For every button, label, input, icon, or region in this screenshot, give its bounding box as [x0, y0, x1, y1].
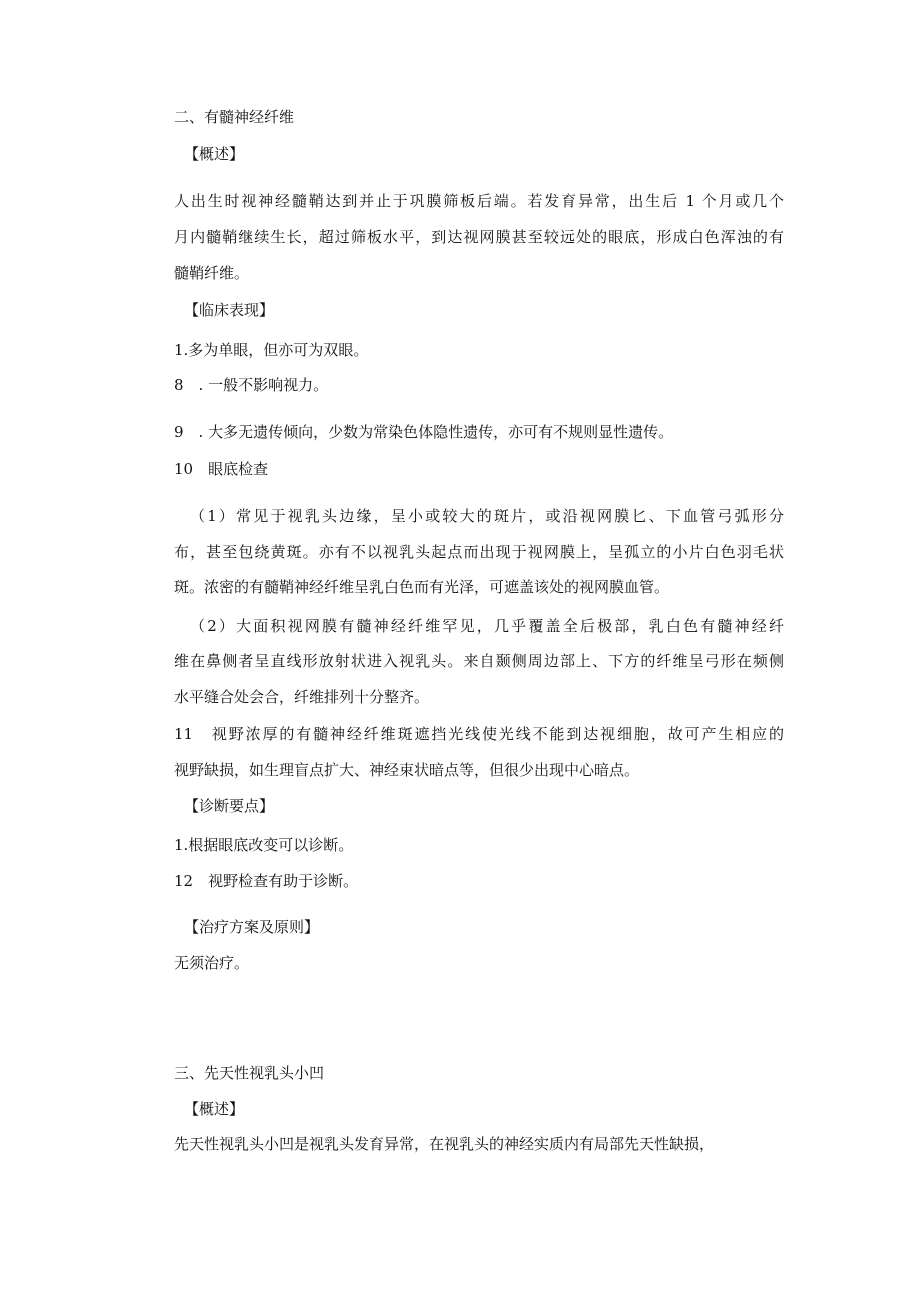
list-item: 9 . 大多无遗传倾向，少数为常染色体隐性遗传，亦可有不规则显性遗传。	[174, 423, 674, 441]
section-title: 二、有髓神经纤维	[174, 108, 295, 126]
list-item: 1.根据眼底改变可以诊断。	[174, 836, 354, 854]
list-item: 12 视野检查有助于诊断。	[174, 872, 359, 890]
treatment-text: 无须治疗。	[174, 954, 250, 972]
paragraph-line: 髓鞘纤维。	[174, 264, 250, 282]
paragraph-line: 月内髓鞘继续生长，超过筛板水平，到达视网膜甚至较远处的眼底，形成白色浑浊的有	[174, 228, 784, 246]
list-item: 8 . 一般不影响视力。	[174, 376, 329, 394]
paragraph-line: （2）大面积视网膜有髓神经纤维罕见，几乎覆盖全后极部，乳白色有髓神经纤	[190, 617, 784, 635]
paragraph-line: 先天性视乳头小凹是视乳头发育异常，在视乳头的神经实质内有局部先天性缺损，	[174, 1135, 715, 1153]
paragraph-line: 布，甚至包绕黄斑。亦有不以视乳头起点而出现于视网膜上，呈孤立的小片白色羽毛状	[174, 543, 784, 561]
list-item: 10 眼底检查	[174, 460, 269, 478]
overview-heading: 【概述】	[184, 1100, 245, 1118]
paragraph-line: （1）常见于视乳头边缘，呈小或较大的斑片，或沿视网膜匕、下血管弓弧形分	[190, 507, 784, 525]
section-title: 三、先天性视乳头小凹	[174, 1064, 325, 1082]
clinical-heading: 【临床表现】	[184, 301, 275, 319]
paragraph-line: 11 视野浓厚的有髓神经纤维斑遮挡光线使光线不能到达视细胞，故可产生相应的	[174, 725, 784, 743]
paragraph-line: 维在鼻侧者呈直线形放射状进入视乳头。来自颞侧周边部上、下方的纤维呈弓形在频侧	[174, 652, 784, 670]
overview-heading: 【概述】	[184, 145, 245, 163]
treatment-heading: 【治疗方案及原则】	[184, 918, 320, 936]
list-item: 1.多为单眼，但亦可为双眼。	[174, 341, 369, 359]
paragraph-line: 人出生时视神经髓鞘达到并止于巩膜筛板后端。若发育异常，出生后 1 个月或几个	[174, 192, 784, 210]
diagnosis-heading: 【诊断要点】	[184, 797, 275, 815]
paragraph-line: 水平缝合处会合，纤维排列十分整齐。	[174, 688, 430, 706]
paragraph-line: 视野缺损，如生理盲点扩大、神经束状暗点等，但很少出现中心暗点。	[174, 761, 640, 779]
paragraph-line: 斑。浓密的有髓鞘神经纤维呈乳白色而有光泽，可遮盖该处的视网膜血管。	[174, 578, 670, 596]
